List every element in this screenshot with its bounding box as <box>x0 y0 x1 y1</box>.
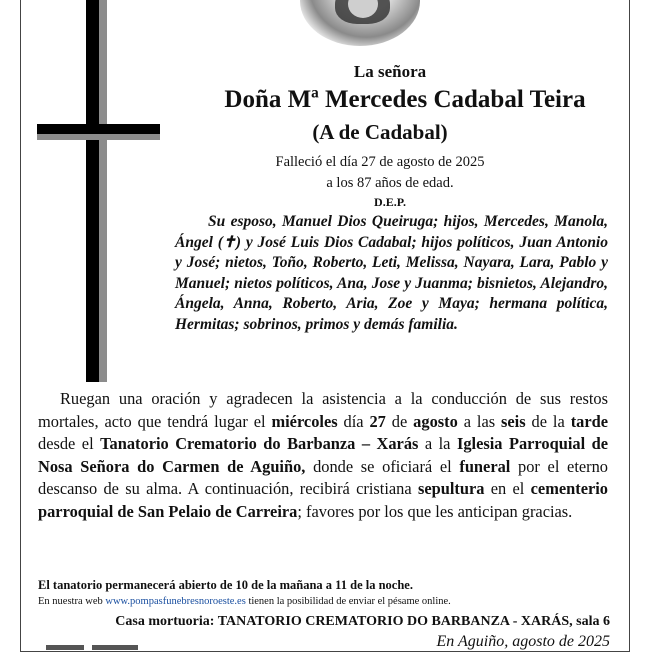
web-condolence-notice: En nuestra web www.pompasfunebresnoroeste.es tienen la posibilidad de enviar el pésame online. <box>38 596 451 607</box>
tanatorio-hours-notice: El tanatorio permanecerá abierto de 10 de la mañana a 11 de la noche. <box>38 578 413 592</box>
footer-bar-right <box>92 645 138 650</box>
footer-bar-left <box>46 645 84 650</box>
rip-text: D.E.P. <box>374 195 406 209</box>
death-date: Falleció el día 27 de agosto de 2025 <box>275 154 485 170</box>
place-date: En Aguiño, agosto de 2025 <box>436 633 610 650</box>
website-link[interactable]: www.pompasfunebresnoroeste.es <box>105 596 246 607</box>
honorific-label: La señora <box>353 62 427 81</box>
ceremony-paragraph: Ruegan una oración y agradecen la asistencia a la conducción de sus restos mortales, acto que tendrá lugar el miércoles día 27 de agosto a las seis de la tarde desde el Tanatorio Crematorio do Barbanza – Xarás a la Iglesia Parroquial de Nosa Señora do Carmen de Aguiño, donde se oficiará el funeral por el eterno descanso de su alma. A continuación, recibirá cristiana sepultura en el cementerio parroquial de San Pelaio de Carreira; favores por los que les anticipan gracias. <box>38 389 609 521</box>
funeral-home-line: Casa mortuoria: TANATORIO CREMATORIO DO BARBANZA - XARÁS, sala 6 <box>115 614 610 629</box>
deceased-name: Doña Mª Mercedes Cadabal Teira <box>224 86 586 113</box>
age-text: a los 87 años de edad. <box>326 175 454 191</box>
deceased-alias: (A de Cadabal) <box>312 120 448 144</box>
family-members-text: Su esposo, Manuel Dios Queiruga; hijos, Mercedes, Manola, Ángel (✝) y José Luis Dios Cadabal; hijos políticos, Juan Antonio y José; nietos, Toño, Roberto, Leti, Melissa, Nayara, Lara, Pablo y Manuel; nietos políticos, Ana, Jose y Juanma; bisnietos, Alejandro, Ángela, Anna, Roberto, Aria, Zoe y Maya; hermana política, Hermitas; sobrinos, primos y demás familia. <box>175 213 608 333</box>
